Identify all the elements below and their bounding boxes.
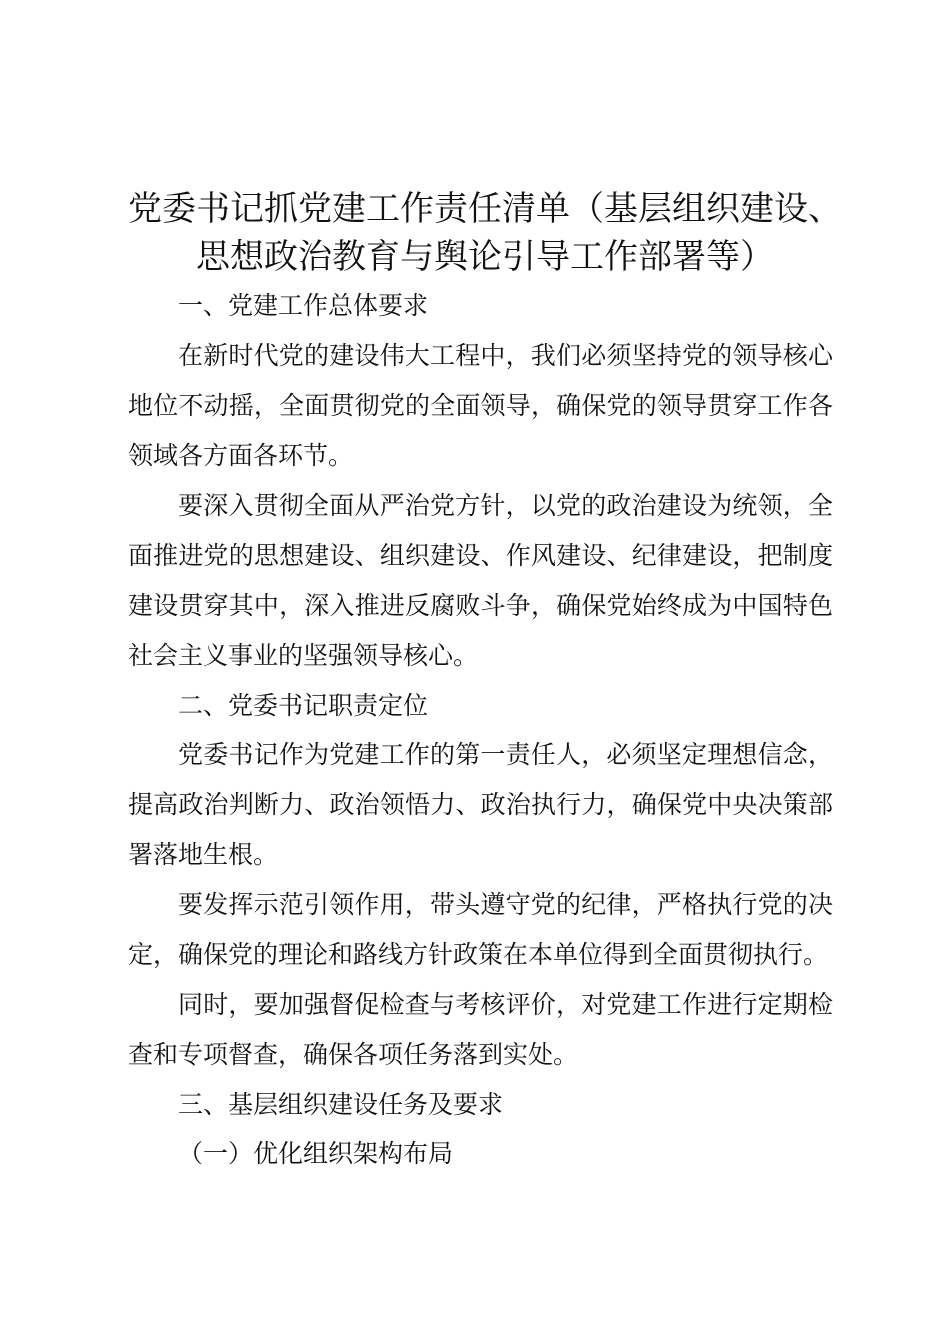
section1-paragraph1: 在新时代党的建设伟大工程中，我们必须坚持党的领导核心地位不动摇，全面贯彻党的全面领导，确保党的领导贯穿工作各领域各方面各环节。 xyxy=(128,341,833,470)
section1-paragraph2: 要深入贯彻全面从严治党方针，以党的政治建设为统领，全面推进党的思想建设、组织建设、作风建设、纪律建设，把制度建设贯穿其中，深入推进反腐败斗争，确保党始终成为中国特色社会主义事业的坚强领导核心。 xyxy=(128,491,833,670)
document-title-line2: 思想政治教育与舆论引导工作部署等） xyxy=(196,237,774,277)
section1-heading: 一、党建工作总体要求 xyxy=(178,291,429,320)
section3-heading: 三、基层组织建设任务及要求 xyxy=(178,1090,504,1119)
document-title-line1: 党委书记抓党建工作责任清单（基层组织建设、 xyxy=(128,189,842,229)
section3-subheading1: （一）优化组织架构布局 xyxy=(178,1139,454,1168)
section2-paragraph3: 同时，要加强督促检查与考核评价，对党建工作进行定期检查和专项督查，确保各项任务落到实处。 xyxy=(128,990,833,1069)
section2-heading: 二、党委书记职责定位 xyxy=(178,691,429,720)
section2-paragraph2: 要发挥示范引领作用，带头遵守党的纪律，严格执行党的决定，确保党的理论和路线方针政策在本单位得到全面贯彻执行。 xyxy=(128,890,833,969)
section2-paragraph1: 党委书记作为党建工作的第一责任人，必须坚定理想信念，提高政治判断力、政治领悟力、政治执行力，确保党中央决策部署落地生根。 xyxy=(128,740,833,869)
